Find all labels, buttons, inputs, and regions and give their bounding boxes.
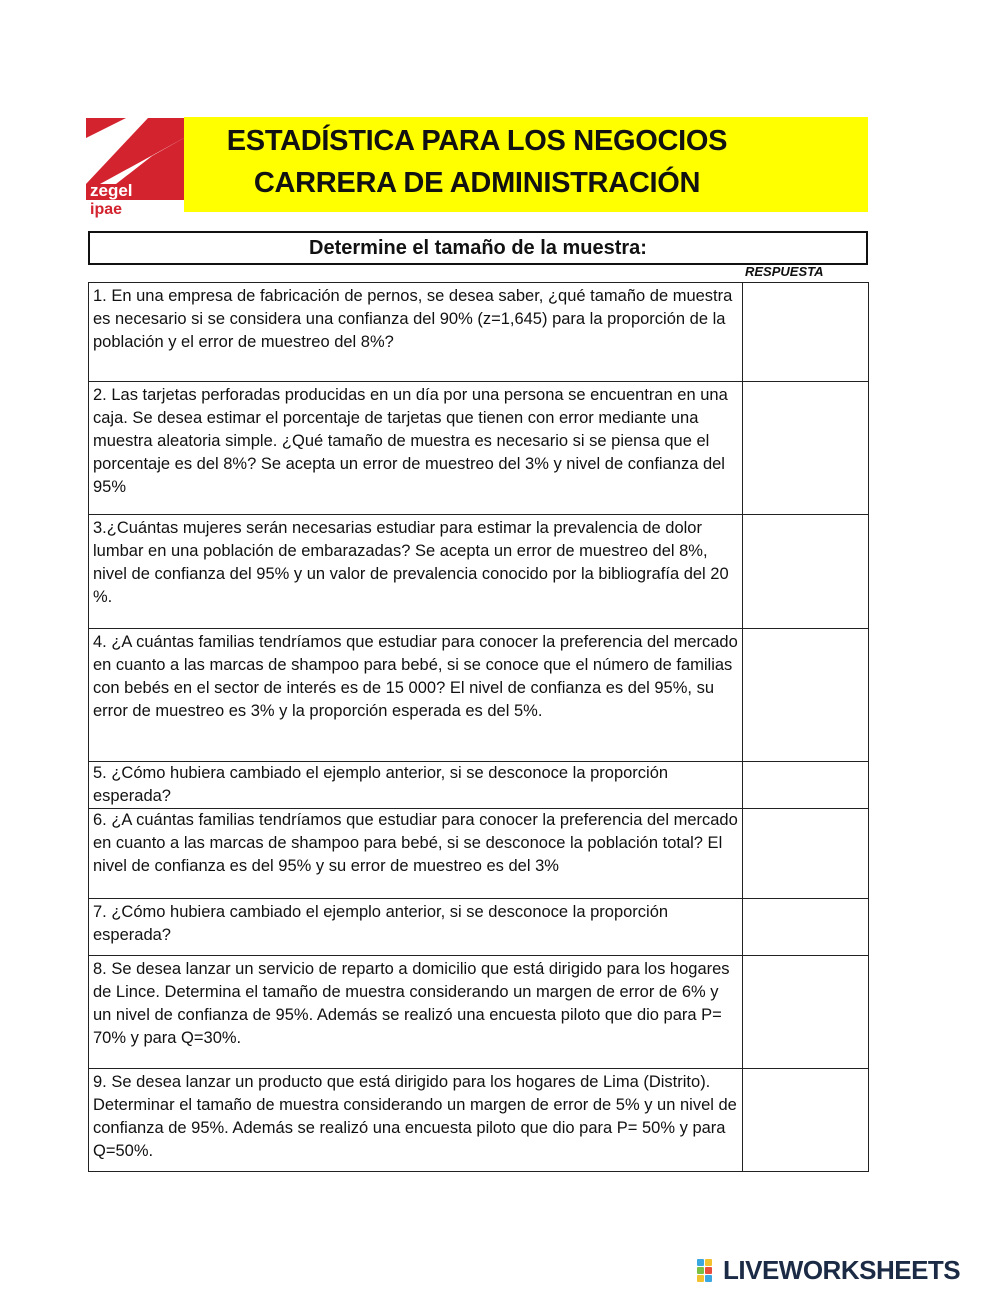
question-row: [89, 899, 869, 956]
question-text: 7. ¿Cómo hubiera cambiado el ejemplo anterior, si se desconoce la proporción esperada?: [93, 903, 669, 944]
question-cell: [89, 515, 743, 629]
instruction-heading: Determine el tamaño de la muestra:: [88, 231, 868, 265]
question-text: 2. Las tarjetas perforadas producidas en un día por una persona se encuentran en una caja. Se desea estimar el porcentaje de tarjetas que tienen con error mediante una muestra aleatoria simple. ¿Qué tamaño de muestra es necesario si se piensa que el porcentaje es del 8%? Se acepta un error de muestreo del 3% y nivel de confianza del 95%: [93, 386, 728, 496]
answer-input[interactable]: [743, 629, 868, 649]
answer-cell[interactable]: [743, 899, 869, 956]
question-row: [89, 283, 869, 382]
page-subtitle: CARRERA DE ADMINISTRACIÓN: [253, 167, 701, 199]
question-cell: [89, 899, 743, 956]
answer-cell[interactable]: [743, 382, 869, 515]
question-cell: [89, 809, 743, 899]
answer-input[interactable]: [743, 809, 868, 829]
question-cell: [89, 956, 743, 1069]
question-text: 4. ¿A cuántas familias tendríamos que estudiar para conocer la preferencia del mercado en cuanto a las marcas de shampoo para bebé, si se conoce que el número de familias con bebés en el sector de interés es de 15 000? El nivel de confianza es del 95%, su error de muestreo es 3% y la proporción esperada es del 5%.: [93, 633, 738, 720]
answer-cell[interactable]: [743, 1069, 869, 1172]
liveworksheets-icon: [697, 1259, 721, 1283]
answer-cell[interactable]: [743, 283, 869, 382]
question-text: 1. En una empresa de fabricación de pernos, se desea saber, ¿qué tamaño de muestra es necesario si se considera una confianza del 90% (z=1,645) para la proporción de la población y el error de muestreo del 8%?: [93, 287, 733, 351]
answer-input[interactable]: [743, 762, 868, 782]
question-row: [89, 956, 869, 1069]
question-row: [89, 629, 869, 762]
zegel-ipae-logo: [86, 116, 184, 216]
answer-input[interactable]: [743, 382, 868, 402]
answer-cell[interactable]: [743, 762, 869, 809]
question-text: 9. Se desea lanzar un producto que está dirigido para los hogares de Lima (Distrito). Determinar el tamaño de muestra considerando un margen de error de 5% y un nivel de confianza de 95%. Además se realizó una encuesta piloto que dio para P= 50% y para Q=50%.: [93, 1073, 737, 1160]
answer-cell[interactable]: [743, 629, 869, 762]
answer-cell[interactable]: [743, 956, 869, 1069]
answer-input[interactable]: [743, 283, 868, 303]
question-cell: [89, 629, 743, 762]
question-text: 5. ¿Cómo hubiera cambiado el ejemplo anterior, si se desconoce la proporción esperada?: [93, 764, 669, 805]
answer-cell[interactable]: [743, 809, 869, 899]
question-row: [89, 1069, 869, 1172]
answer-input[interactable]: [743, 956, 868, 976]
question-text: 6. ¿A cuántas familias tendríamos que estudiar para conocer la preferencia del mercado en cuanto a las marcas de shampoo para bebé, si se desconoce la población total? El nivel de confianza es del 95% y su error de muestreo es del 3%: [93, 811, 738, 875]
header-banner: [184, 117, 868, 212]
answer-input[interactable]: [743, 515, 868, 535]
logo-word-zegel: zegel: [90, 181, 133, 200]
page-title: ESTADÍSTICA PARA LOS NEGOCIOS: [226, 125, 728, 157]
question-cell: [89, 762, 743, 809]
logo-word-ipae: ipae: [90, 201, 123, 218]
question-row: [89, 515, 869, 629]
question-text: 3.¿Cuántas mujeres serán necesarias estudiar para estimar la prevalencia de dolor lumbar en una población de embarazadas? Se acepta un error de muestreo del 8%, nivel de confianza del 95% y un valor de prevalencia conocido por la bibliografía del 20 %.: [93, 519, 729, 606]
question-row: [89, 809, 869, 899]
question-text: 8. Se desea lanzar un servicio de reparto a domicilio que está dirigido para los hogares de Lince. Determina el tamaño de muestra considerando un margen de error de 6% y un nivel de confianza de 95%. Además se realizó una encuesta piloto que dio para P= 70% y para Q=30%.: [93, 960, 730, 1047]
answer-input[interactable]: [743, 1069, 868, 1089]
answer-cell[interactable]: [743, 515, 869, 629]
answer-column-label: RESPUESTA: [745, 264, 824, 279]
liveworksheets-wordmark: LIVEWORKSHEETS: [723, 1255, 961, 1285]
question-cell: [89, 382, 743, 515]
question-row: [89, 762, 869, 809]
question-row: [89, 382, 869, 515]
questions-table: [88, 282, 869, 1172]
answer-input[interactable]: [743, 899, 868, 919]
question-cell: [89, 283, 743, 382]
question-cell: [89, 1069, 743, 1172]
